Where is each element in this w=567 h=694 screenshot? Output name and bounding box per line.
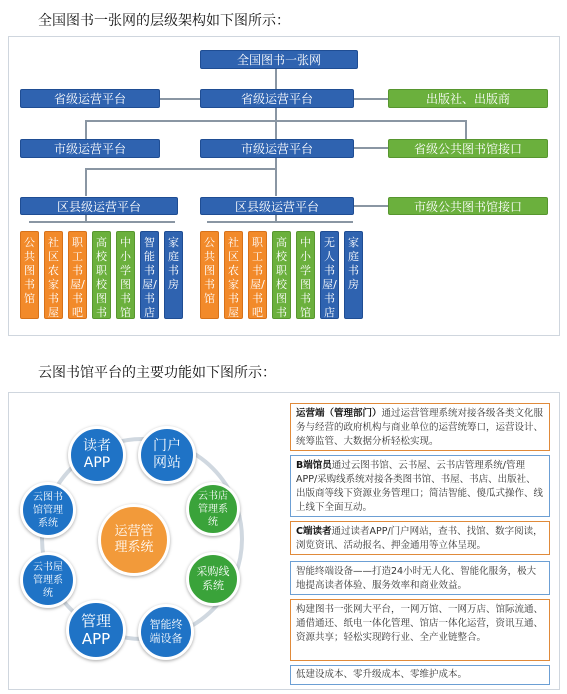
cloud-library-label: 云图书馆管理系统 xyxy=(33,491,63,529)
leaf-college-library: 高校职校图书馆 xyxy=(92,231,111,319)
provincial-platform-left: 省级运营平台 xyxy=(20,89,160,108)
connector xyxy=(465,120,467,140)
connector xyxy=(160,98,200,100)
info-terminal-text: 智能终端设备——打造24小时无人化、智能化服务，极大地提高读者体验、服务效率和商业效益。 xyxy=(296,566,537,591)
connector xyxy=(275,120,277,140)
leaf-school-library: 中小学图书馆 xyxy=(296,231,315,319)
connector xyxy=(275,168,277,196)
info-c-side-text: 通过读者APP/门户网站，查书、找馆、数字阅读，浏览资讯、活动报名、押金通用等立体呈现。 xyxy=(296,526,543,551)
purchase-system-circle xyxy=(186,552,240,606)
info-b-side-title: B端馆员 xyxy=(296,460,332,471)
leaf-public-library: 公共图书馆 xyxy=(200,231,219,319)
leaf-unmanned-bookhouse: 无人书屋/书店 xyxy=(320,231,339,319)
leaf-worker-bookhouse: 职工书屋/书吧 xyxy=(68,231,87,319)
city-platform-left: 市级运营平台 xyxy=(20,139,160,158)
leaf-worker-bookhouse: 职工书屋/书吧 xyxy=(248,231,267,319)
info-network xyxy=(290,599,550,661)
admin-app-circle xyxy=(66,600,126,660)
provincial-library-interface: 省级公共图书馆接口 xyxy=(388,139,548,158)
leaf-public-library: 公共图书馆 xyxy=(20,231,39,319)
city-library-interface: 市级公共图书馆接口 xyxy=(388,197,548,215)
smart-terminal-label: 智能终端设备 xyxy=(149,618,183,645)
connector xyxy=(85,120,87,140)
connector xyxy=(85,168,275,170)
connector xyxy=(275,68,277,90)
purchase-system-label: 采购线系统 xyxy=(196,565,230,592)
county-platform-left: 区县级运营平台 xyxy=(20,197,178,215)
info-operator-title: 运营端（管理部门） xyxy=(296,408,382,419)
cloud-bookhouse-label: 云书屋管理系统 xyxy=(33,561,63,599)
info-operator-text: 通过运营管理系统对接各级各类文化服务与经营的政府机构与商业单位的运营统筹口，运营设计、统筹监管、大数据分析轻松实现。 xyxy=(296,408,544,447)
provincial-platform-center: 省级运营平台 xyxy=(200,89,354,108)
operation-system-circle xyxy=(98,504,170,576)
publisher-box: 出版社、出版商 xyxy=(388,89,548,108)
leaf-community-bookhouse: 社区农家书屋 xyxy=(44,231,63,319)
cloud-store-circle xyxy=(186,482,240,536)
connector xyxy=(29,221,175,223)
info-cost-text: 低建设成本、零升级成本、零维护成本。 xyxy=(296,669,468,680)
admin-app-label: 管理APP xyxy=(80,612,111,648)
reader-app-circle xyxy=(68,426,126,484)
leaf-smart-bookhouse: 智能书屋/书店 xyxy=(140,231,159,319)
info-terminal xyxy=(290,561,550,595)
info-b-side xyxy=(290,455,550,517)
portal-site-circle xyxy=(138,426,196,484)
cloud-library-circle xyxy=(20,482,76,538)
connector xyxy=(354,147,388,149)
national-network-box: 全国图书一张网 xyxy=(200,50,358,69)
smart-terminal-circle xyxy=(138,604,194,660)
leaf-community-bookhouse: 社区农家书屋 xyxy=(224,231,243,319)
info-cost xyxy=(290,665,550,685)
info-b-side-text: 通过云图书馆、云书屋、云书店管理系统/管理APP/采购线系统对接各类图书馆、书屋、书店、出版社、出版商等线下资源业务管理口；简洁智能、傻瓜式操作、线上线下全面互动。 xyxy=(296,460,544,513)
leaf-school-library: 中小学图书馆 xyxy=(116,231,135,319)
connector xyxy=(354,205,388,207)
leaf-home-study: 家庭书房 xyxy=(164,231,183,319)
leaf-home-study: 家庭书房 xyxy=(344,231,363,319)
leaf-college-library: 高校职校图书馆 xyxy=(272,231,291,319)
connector xyxy=(207,221,353,223)
reader-app-label: 读者APP xyxy=(83,438,111,471)
info-operator xyxy=(290,403,550,451)
portal-site-label: 门户网站 xyxy=(153,438,181,471)
connector xyxy=(354,98,388,100)
cloud-bookhouse-circle xyxy=(20,552,76,608)
info-network-text: 构建图书一张网大平台，一网万馆、一网万店、馆际流通、通借通还、纸电一体化管理、馆店一体化运营，资讯互通、资源共享；轻松实现跨行业、全产业链整合。 xyxy=(296,604,544,643)
city-platform-center: 市级运营平台 xyxy=(200,139,354,158)
info-c-side xyxy=(290,521,550,555)
connector xyxy=(275,107,277,121)
heading-functions: 云图书馆平台的主要功能如下图所示： xyxy=(38,365,276,381)
connector xyxy=(85,168,87,196)
info-c-side-title: C端读者 xyxy=(296,526,332,537)
operation-system-label: 运营管理系统 xyxy=(114,524,154,555)
heading-architecture: 全国图书一张网的层级架构如下图所示： xyxy=(38,13,290,29)
cloud-store-label: 云书店管理系统 xyxy=(198,490,228,528)
county-platform-center: 区县级运营平台 xyxy=(200,197,354,215)
